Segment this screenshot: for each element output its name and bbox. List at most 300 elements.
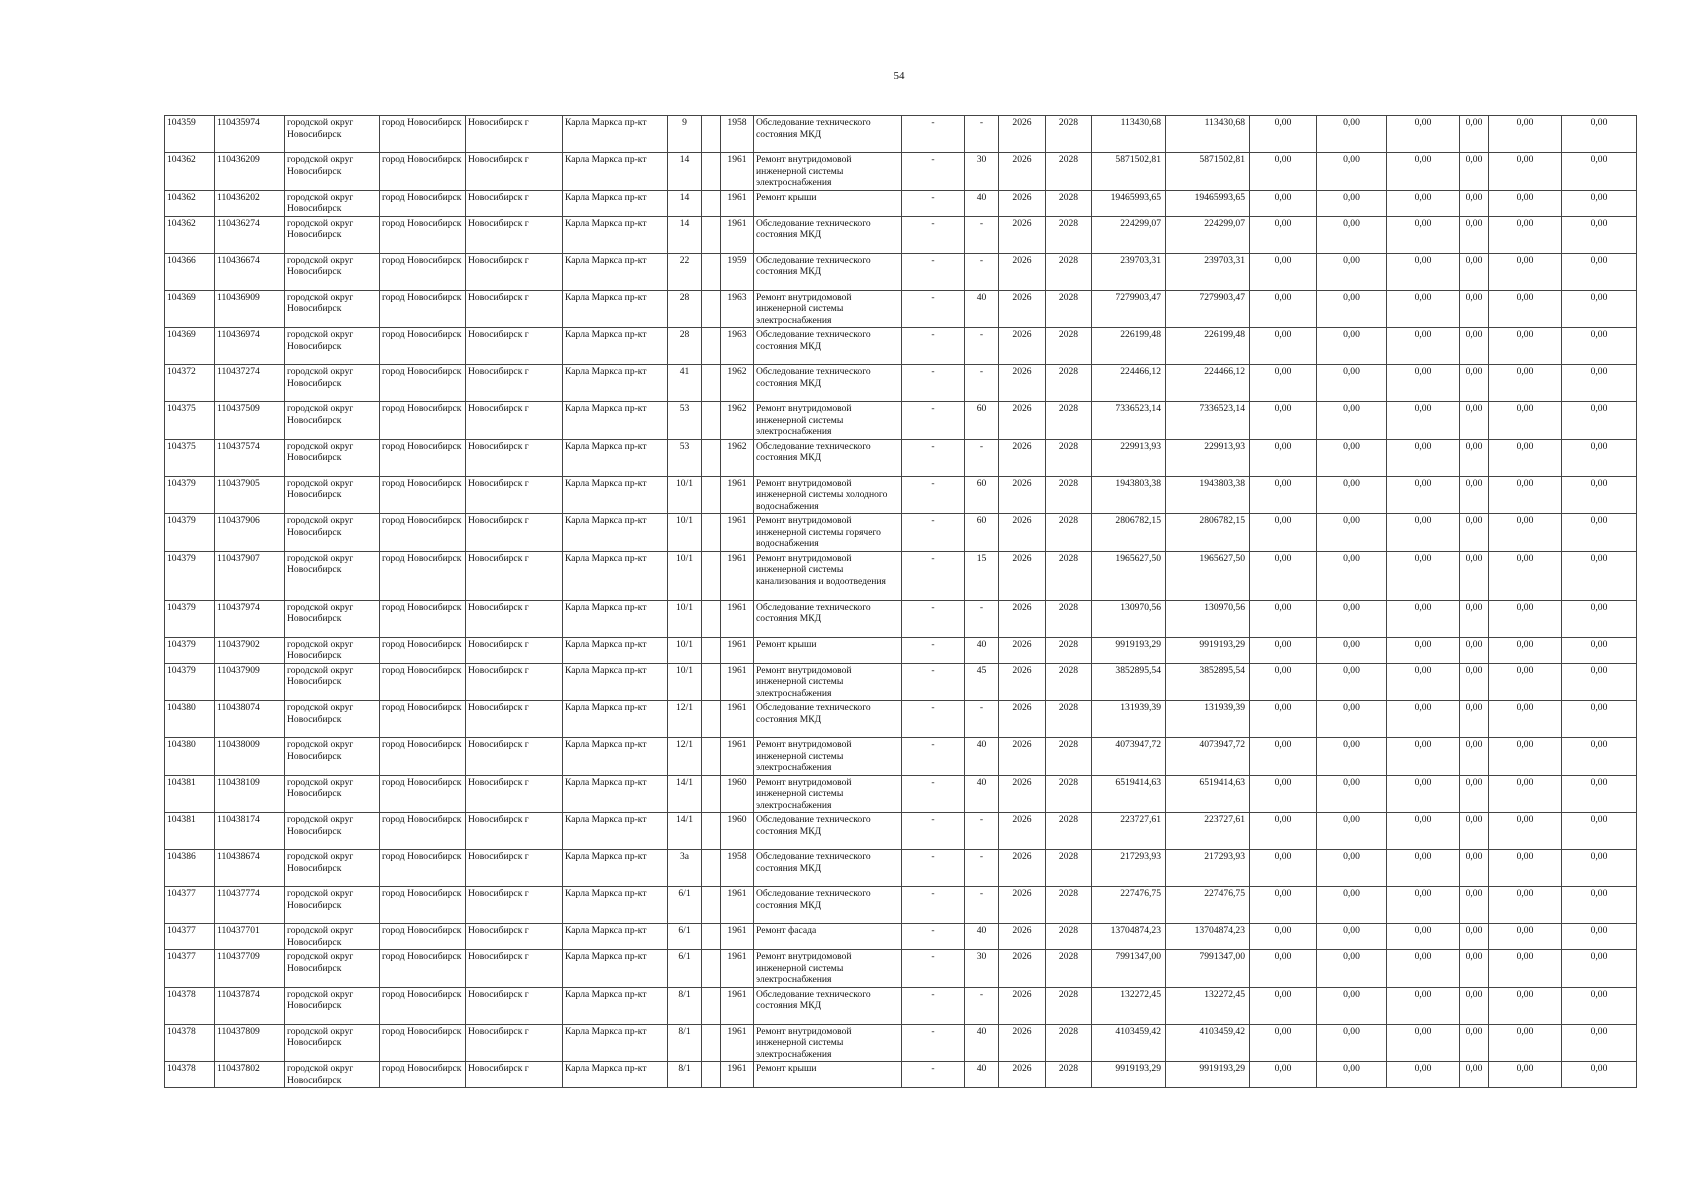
cell-house-number: 10/1	[668, 476, 702, 514]
cell-house-number: 10/1	[668, 600, 702, 637]
cell-cost-col20: 0,00	[1460, 738, 1489, 776]
cell-municipal-district: городской округ Новосибирск	[285, 514, 380, 552]
cell-house-id: 104375	[165, 439, 215, 476]
cell-year-start: 2026	[999, 1024, 1046, 1062]
table-row	[165, 365, 1637, 402]
table-row	[165, 663, 1637, 701]
cell-settlement: город Новосибирск	[380, 1024, 466, 1062]
cell-cost-col18: 0,00	[1317, 402, 1387, 440]
cell-settlement: город Новосибирск	[380, 116, 466, 153]
cell-cost-col17: 0,00	[1250, 365, 1317, 402]
cell-wear-percent: -	[965, 116, 999, 153]
table-row	[165, 950, 1637, 988]
cell-building	[702, 551, 721, 600]
cell-house-id: 104362	[165, 190, 215, 216]
cell-cost-col19: 0,00	[1387, 600, 1460, 637]
cell-year-built: 1961	[721, 950, 754, 988]
cell-municipal-district: городской округ Новосибирск	[285, 950, 380, 988]
cell-year-built: 1962	[721, 365, 754, 402]
cell-cost-col18: 0,00	[1317, 365, 1387, 402]
cell-cost-col21: 0,00	[1489, 813, 1562, 850]
cell-amount-unit: -	[902, 1024, 965, 1062]
cell-settlement: город Новосибирск	[380, 476, 466, 514]
cell-cost-col22: 0,00	[1562, 216, 1637, 253]
cell-year-end: 2028	[1046, 775, 1092, 813]
cell-cost-fund: 1965627,50	[1166, 551, 1250, 600]
cell-work-type: Обследование технического состояния МКД	[754, 253, 902, 290]
cell-cost-col19: 0,00	[1387, 190, 1460, 216]
cell-locality: Новосибирск г	[466, 514, 563, 552]
cell-cost-col18: 0,00	[1317, 439, 1387, 476]
cell-cost-fund: 224299,07	[1166, 216, 1250, 253]
cell-house-id: 104378	[165, 1062, 215, 1088]
cell-street: Карла Маркса пр-кт	[563, 402, 668, 440]
cell-work-type: Ремонт внутридомовой инженерной системы холодного водоснабжения	[754, 476, 902, 514]
cell-wear-percent: 40	[965, 924, 999, 950]
cell-cost-col22: 0,00	[1562, 950, 1637, 988]
cell-record-id: 110437774	[215, 887, 285, 924]
cell-settlement: город Новосибирск	[380, 402, 466, 440]
cell-cost-col17: 0,00	[1250, 637, 1317, 663]
cell-record-id: 110438174	[215, 813, 285, 850]
cell-cost-col18: 0,00	[1317, 813, 1387, 850]
cell-cost-col17: 0,00	[1250, 190, 1317, 216]
cell-record-id: 110437802	[215, 1062, 285, 1088]
cell-locality: Новосибирск г	[466, 637, 563, 663]
cell-wear-percent: 60	[965, 476, 999, 514]
cell-cost-col17: 0,00	[1250, 514, 1317, 552]
cell-record-id: 110437974	[215, 600, 285, 637]
cell-locality: Новосибирск г	[466, 775, 563, 813]
cell-amount-unit: -	[902, 514, 965, 552]
cell-work-type: Ремонт фасада	[754, 924, 902, 950]
cell-building	[702, 216, 721, 253]
cell-municipal-district: городской округ Новосибирск	[285, 738, 380, 776]
cell-year-end: 2028	[1046, 290, 1092, 328]
cell-cost-fund: 226199,48	[1166, 328, 1250, 365]
cell-street: Карла Маркса пр-кт	[563, 328, 668, 365]
table-row	[165, 190, 1637, 216]
cell-house-id: 104375	[165, 402, 215, 440]
cell-cost-col18: 0,00	[1317, 514, 1387, 552]
cell-building	[702, 813, 721, 850]
cell-municipal-district: городской округ Новосибирск	[285, 663, 380, 701]
cell-cost-col22: 0,00	[1562, 190, 1637, 216]
cell-cost-total: 9919193,29	[1092, 1062, 1166, 1088]
cell-wear-percent: 15	[965, 551, 999, 600]
cell-year-start: 2026	[999, 813, 1046, 850]
cell-cost-fund: 13704874,23	[1166, 924, 1250, 950]
cell-cost-col18: 0,00	[1317, 116, 1387, 153]
cell-year-start: 2026	[999, 850, 1046, 887]
cell-settlement: город Новосибирск	[380, 950, 466, 988]
cell-cost-col17: 0,00	[1250, 439, 1317, 476]
cell-cost-col20: 0,00	[1460, 153, 1489, 191]
table-row	[165, 253, 1637, 290]
cell-cost-col19: 0,00	[1387, 402, 1460, 440]
cell-settlement: город Новосибирск	[380, 663, 466, 701]
cell-settlement: город Новосибирск	[380, 887, 466, 924]
table-row	[165, 813, 1637, 850]
table-row	[165, 153, 1637, 191]
cell-wear-percent: -	[965, 987, 999, 1024]
cell-year-end: 2028	[1046, 924, 1092, 950]
cell-cost-fund: 113430,68	[1166, 116, 1250, 153]
cell-year-end: 2028	[1046, 116, 1092, 153]
cell-cost-col21: 0,00	[1489, 887, 1562, 924]
cell-cost-col22: 0,00	[1562, 887, 1637, 924]
cell-year-start: 2026	[999, 290, 1046, 328]
cell-cost-col17: 0,00	[1250, 701, 1317, 738]
cell-cost-col20: 0,00	[1460, 887, 1489, 924]
cell-cost-fund: 1943803,38	[1166, 476, 1250, 514]
cell-house-number: 8/1	[668, 1024, 702, 1062]
cell-municipal-district: городской округ Новосибирск	[285, 637, 380, 663]
cell-cost-col17: 0,00	[1250, 887, 1317, 924]
cell-year-start: 2026	[999, 701, 1046, 738]
cell-cost-col21: 0,00	[1489, 775, 1562, 813]
cell-year-start: 2026	[999, 216, 1046, 253]
cell-house-number: 6/1	[668, 924, 702, 950]
cell-cost-col22: 0,00	[1562, 850, 1637, 887]
cell-work-type: Обследование технического состояния МКД	[754, 850, 902, 887]
cell-building	[702, 701, 721, 738]
cell-cost-col21: 0,00	[1489, 600, 1562, 637]
cell-wear-percent: -	[965, 439, 999, 476]
cell-record-id: 110437709	[215, 950, 285, 988]
cell-house-number: 14/1	[668, 775, 702, 813]
cell-amount-unit: -	[902, 439, 965, 476]
cell-cost-col18: 0,00	[1317, 924, 1387, 950]
cell-street: Карла Маркса пр-кт	[563, 290, 668, 328]
cell-settlement: город Новосибирск	[380, 637, 466, 663]
table-row	[165, 116, 1637, 153]
cell-street: Карла Маркса пр-кт	[563, 1062, 668, 1088]
cell-house-number: 14	[668, 153, 702, 191]
cell-locality: Новосибирск г	[466, 850, 563, 887]
cell-building	[702, 1062, 721, 1088]
cell-street: Карла Маркса пр-кт	[563, 887, 668, 924]
table-row	[165, 216, 1637, 253]
cell-amount-unit: -	[902, 551, 965, 600]
cell-cost-total: 19465993,65	[1092, 190, 1166, 216]
cell-wear-percent: 40	[965, 1062, 999, 1088]
cell-year-built: 1962	[721, 439, 754, 476]
cell-street: Карла Маркса пр-кт	[563, 1024, 668, 1062]
cell-year-built: 1963	[721, 290, 754, 328]
cell-settlement: город Новосибирск	[380, 850, 466, 887]
cell-cost-col18: 0,00	[1317, 290, 1387, 328]
cell-house-number: 10/1	[668, 663, 702, 701]
cell-record-id: 110437701	[215, 924, 285, 950]
table-row	[165, 1062, 1637, 1088]
cell-building	[702, 153, 721, 191]
cell-building	[702, 476, 721, 514]
cell-cost-col22: 0,00	[1562, 701, 1637, 738]
cell-cost-col18: 0,00	[1317, 637, 1387, 663]
cell-wear-percent: 40	[965, 738, 999, 776]
cell-cost-total: 3852895,54	[1092, 663, 1166, 701]
page-number: 54	[893, 70, 905, 82]
cell-work-type: Ремонт крыши	[754, 637, 902, 663]
cell-cost-col21: 0,00	[1489, 850, 1562, 887]
cell-locality: Новосибирск г	[466, 365, 563, 402]
cell-settlement: город Новосибирск	[380, 551, 466, 600]
cell-wear-percent: -	[965, 328, 999, 365]
cell-cost-total: 9919193,29	[1092, 637, 1166, 663]
cell-street: Карла Маркса пр-кт	[563, 950, 668, 988]
cell-record-id: 110436909	[215, 290, 285, 328]
cell-cost-fund: 4073947,72	[1166, 738, 1250, 776]
cell-year-start: 2026	[999, 924, 1046, 950]
cell-house-number: 10/1	[668, 551, 702, 600]
cell-year-end: 2028	[1046, 439, 1092, 476]
cell-wear-percent: 30	[965, 153, 999, 191]
cell-municipal-district: городской округ Новосибирск	[285, 402, 380, 440]
cell-cost-col19: 0,00	[1387, 663, 1460, 701]
cell-locality: Новосибирск г	[466, 813, 563, 850]
cell-building	[702, 600, 721, 637]
cell-cost-fund: 7336523,14	[1166, 402, 1250, 440]
cell-street: Карла Маркса пр-кт	[563, 813, 668, 850]
cell-cost-col19: 0,00	[1387, 290, 1460, 328]
cell-cost-col17: 0,00	[1250, 402, 1317, 440]
cell-settlement: город Новосибирск	[380, 1062, 466, 1088]
cell-building	[702, 253, 721, 290]
cell-cost-col17: 0,00	[1250, 551, 1317, 600]
cell-year-end: 2028	[1046, 402, 1092, 440]
cell-work-type: Ремонт внутридомовой инженерной системы электроснабжения	[754, 663, 902, 701]
cell-house-number: 8/1	[668, 1062, 702, 1088]
table-row	[165, 476, 1637, 514]
cell-municipal-district: городской округ Новосибирск	[285, 813, 380, 850]
cell-record-id: 110437874	[215, 987, 285, 1024]
cell-cost-col22: 0,00	[1562, 738, 1637, 776]
cell-year-start: 2026	[999, 987, 1046, 1024]
cell-cost-col19: 0,00	[1387, 328, 1460, 365]
cell-cost-col21: 0,00	[1489, 637, 1562, 663]
cell-amount-unit: -	[902, 663, 965, 701]
cell-settlement: город Новосибирск	[380, 190, 466, 216]
cell-house-id: 104362	[165, 153, 215, 191]
cell-cost-col21: 0,00	[1489, 476, 1562, 514]
cell-house-id: 104379	[165, 637, 215, 663]
cell-cost-col19: 0,00	[1387, 1024, 1460, 1062]
cell-year-end: 2028	[1046, 850, 1092, 887]
cell-building	[702, 514, 721, 552]
cell-cost-fund: 9919193,29	[1166, 1062, 1250, 1088]
cell-municipal-district: городской округ Новосибирск	[285, 1062, 380, 1088]
cell-cost-col17: 0,00	[1250, 813, 1317, 850]
cell-work-type: Обследование технического состояния МКД	[754, 365, 902, 402]
cell-cost-col18: 0,00	[1317, 476, 1387, 514]
cell-cost-col22: 0,00	[1562, 987, 1637, 1024]
cell-amount-unit: -	[902, 924, 965, 950]
cell-cost-col22: 0,00	[1562, 813, 1637, 850]
cell-cost-col20: 0,00	[1460, 116, 1489, 153]
cell-record-id: 110438109	[215, 775, 285, 813]
cell-year-end: 2028	[1046, 365, 1092, 402]
cell-cost-col17: 0,00	[1250, 987, 1317, 1024]
table-row	[165, 775, 1637, 813]
cell-locality: Новосибирск г	[466, 290, 563, 328]
cell-year-end: 2028	[1046, 328, 1092, 365]
cell-work-type: Ремонт внутридомовой инженерной системы электроснабжения	[754, 402, 902, 440]
cell-year-end: 2028	[1046, 701, 1092, 738]
cell-cost-col20: 0,00	[1460, 328, 1489, 365]
cell-record-id: 110437909	[215, 663, 285, 701]
cell-cost-total: 224466,12	[1092, 365, 1166, 402]
cell-settlement: город Новосибирск	[380, 328, 466, 365]
cell-cost-col18: 0,00	[1317, 551, 1387, 600]
cell-settlement: город Новосибирск	[380, 253, 466, 290]
cell-year-built: 1961	[721, 987, 754, 1024]
cell-street: Карла Маркса пр-кт	[563, 253, 668, 290]
cell-record-id: 110438674	[215, 850, 285, 887]
cell-cost-total: 5871502,81	[1092, 153, 1166, 191]
cell-cost-col21: 0,00	[1489, 216, 1562, 253]
cell-year-start: 2026	[999, 637, 1046, 663]
cell-cost-col19: 0,00	[1387, 887, 1460, 924]
cell-house-number: 53	[668, 402, 702, 440]
cell-amount-unit: -	[902, 216, 965, 253]
cell-house-number: 12/1	[668, 701, 702, 738]
cell-municipal-district: городской округ Новосибирск	[285, 253, 380, 290]
cell-municipal-district: городской округ Новосибирск	[285, 775, 380, 813]
cell-cost-col18: 0,00	[1317, 328, 1387, 365]
cell-year-end: 2028	[1046, 1024, 1092, 1062]
cell-cost-fund: 132272,45	[1166, 987, 1250, 1024]
cell-year-built: 1961	[721, 600, 754, 637]
cell-cost-col22: 0,00	[1562, 328, 1637, 365]
cell-wear-percent: 40	[965, 1024, 999, 1062]
cell-year-built: 1961	[721, 637, 754, 663]
cell-year-start: 2026	[999, 887, 1046, 924]
cell-house-id: 104379	[165, 600, 215, 637]
cell-cost-col21: 0,00	[1489, 439, 1562, 476]
cell-cost-total: 131939,39	[1092, 701, 1166, 738]
cell-house-number: 22	[668, 253, 702, 290]
cell-street: Карла Маркса пр-кт	[563, 439, 668, 476]
cell-year-built: 1961	[721, 738, 754, 776]
cell-cost-col18: 0,00	[1317, 850, 1387, 887]
cell-settlement: город Новосибирск	[380, 514, 466, 552]
cell-building	[702, 887, 721, 924]
cell-cost-col19: 0,00	[1387, 850, 1460, 887]
cell-cost-fund: 6519414,63	[1166, 775, 1250, 813]
cell-amount-unit: -	[902, 887, 965, 924]
cell-cost-col18: 0,00	[1317, 1024, 1387, 1062]
cell-cost-col20: 0,00	[1460, 701, 1489, 738]
cell-record-id: 110437574	[215, 439, 285, 476]
cell-record-id: 110436274	[215, 216, 285, 253]
cell-street: Карла Маркса пр-кт	[563, 153, 668, 191]
cell-cost-fund: 9919193,29	[1166, 637, 1250, 663]
cell-house-id: 104377	[165, 887, 215, 924]
cell-cost-col20: 0,00	[1460, 663, 1489, 701]
cell-cost-col22: 0,00	[1562, 1062, 1637, 1088]
table-row	[165, 850, 1637, 887]
cell-cost-col21: 0,00	[1489, 924, 1562, 950]
cell-house-id: 104379	[165, 551, 215, 600]
cell-record-id: 110437274	[215, 365, 285, 402]
cell-cost-col18: 0,00	[1317, 887, 1387, 924]
cell-municipal-district: городской округ Новосибирск	[285, 116, 380, 153]
cell-amount-unit: -	[902, 738, 965, 776]
cell-cost-col18: 0,00	[1317, 775, 1387, 813]
cell-amount-unit: -	[902, 987, 965, 1024]
cell-building	[702, 950, 721, 988]
cell-house-id: 104379	[165, 476, 215, 514]
cell-cost-col19: 0,00	[1387, 365, 1460, 402]
cell-cost-total: 217293,93	[1092, 850, 1166, 887]
cell-cost-col22: 0,00	[1562, 637, 1637, 663]
cell-building	[702, 439, 721, 476]
cell-year-end: 2028	[1046, 153, 1092, 191]
cell-work-type: Ремонт крыши	[754, 190, 902, 216]
cell-year-built: 1959	[721, 253, 754, 290]
cell-cost-col20: 0,00	[1460, 551, 1489, 600]
cell-cost-col18: 0,00	[1317, 950, 1387, 988]
cell-cost-col20: 0,00	[1460, 216, 1489, 253]
cell-year-built: 1958	[721, 116, 754, 153]
cell-cost-col18: 0,00	[1317, 253, 1387, 290]
cell-year-built: 1961	[721, 1024, 754, 1062]
cell-house-id: 104381	[165, 813, 215, 850]
cell-cost-col17: 0,00	[1250, 116, 1317, 153]
cell-cost-col17: 0,00	[1250, 1062, 1317, 1088]
cell-wear-percent: 60	[965, 402, 999, 440]
cell-cost-total: 113430,68	[1092, 116, 1166, 153]
cell-work-type: Ремонт внутридомовой инженерной системы электроснабжения	[754, 775, 902, 813]
cell-house-number: 28	[668, 328, 702, 365]
cell-cost-col22: 0,00	[1562, 439, 1637, 476]
cell-house-id: 104379	[165, 663, 215, 701]
cell-house-number: 14/1	[668, 813, 702, 850]
cell-house-number: 6/1	[668, 950, 702, 988]
cell-cost-col20: 0,00	[1460, 987, 1489, 1024]
cell-year-start: 2026	[999, 1062, 1046, 1088]
cell-locality: Новосибирск г	[466, 216, 563, 253]
table-row	[165, 1024, 1637, 1062]
cell-year-built: 1961	[721, 887, 754, 924]
cell-cost-total: 1965627,50	[1092, 551, 1166, 600]
cell-record-id: 110435974	[215, 116, 285, 153]
cell-cost-col20: 0,00	[1460, 190, 1489, 216]
cell-year-start: 2026	[999, 551, 1046, 600]
cell-work-type: Обследование технического состояния МКД	[754, 887, 902, 924]
cell-locality: Новосибирск г	[466, 551, 563, 600]
cell-municipal-district: городской округ Новосибирск	[285, 701, 380, 738]
cell-cost-col21: 0,00	[1489, 365, 1562, 402]
cell-amount-unit: -	[902, 701, 965, 738]
cell-year-start: 2026	[999, 116, 1046, 153]
cell-house-id: 104369	[165, 328, 215, 365]
cell-work-type: Ремонт внутридомовой инженерной системы электроснабжения	[754, 1024, 902, 1062]
cell-year-start: 2026	[999, 365, 1046, 402]
cell-amount-unit: -	[902, 290, 965, 328]
cell-year-end: 2028	[1046, 253, 1092, 290]
cell-cost-col17: 0,00	[1250, 663, 1317, 701]
cell-record-id: 110437902	[215, 637, 285, 663]
cell-cost-col20: 0,00	[1460, 365, 1489, 402]
table-row	[165, 600, 1637, 637]
cell-building	[702, 1024, 721, 1062]
cell-house-number: 10/1	[668, 637, 702, 663]
cell-year-end: 2028	[1046, 1062, 1092, 1088]
cell-year-built: 1961	[721, 1062, 754, 1088]
cell-cost-col20: 0,00	[1460, 514, 1489, 552]
